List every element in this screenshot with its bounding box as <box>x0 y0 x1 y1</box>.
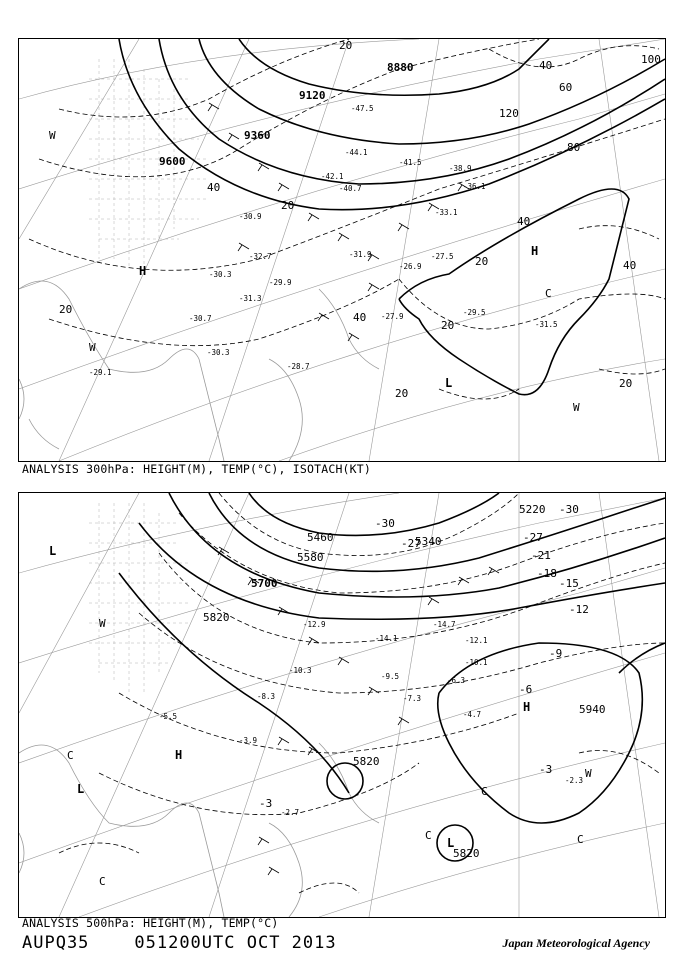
height-label: 9120 <box>299 89 326 102</box>
height-label: 5820 <box>203 611 230 624</box>
chart-identifier <box>22 933 337 953</box>
temperature-label: -30.9 <box>239 212 262 221</box>
temperature-label: -5.5 <box>159 712 178 721</box>
temperature-label: -38.9 <box>449 164 472 173</box>
isotherm-label: -18 <box>537 567 557 580</box>
temperature-label: -7.3 <box>403 694 422 703</box>
temperature-label: -9.5 <box>381 672 400 681</box>
isotach-label: 120 <box>499 107 519 120</box>
chart-code: AUPQ35 <box>22 933 90 953</box>
warm-region-label: W <box>585 767 592 780</box>
isotach-label: 20 <box>395 387 409 400</box>
agency-name: Japan Meteorological Agency <box>502 936 650 950</box>
temperature-label: -33.1 <box>435 208 458 217</box>
map-300hpa-canvas <box>19 39 665 461</box>
isotach-label: 40 <box>517 215 531 228</box>
temperature-label: -27.5 <box>431 252 454 261</box>
high-pressure-label: H <box>523 700 531 714</box>
temperature-label: -6.3 <box>447 676 466 685</box>
isotherm-label: -3 <box>259 797 273 810</box>
isotherm-label: -30 <box>375 517 395 530</box>
isotach-label: 40 <box>353 311 367 324</box>
temperature-label: -47.5 <box>351 104 374 113</box>
cold-region-label: C <box>99 875 106 888</box>
latlon-grid <box>19 39 665 461</box>
isotach-label: 80 <box>567 141 581 154</box>
isotherms <box>59 493 665 893</box>
height-label: 8880 <box>387 61 414 74</box>
isotach-label: 20 <box>475 255 489 268</box>
hatched-area <box>89 59 209 269</box>
warm-region-label: W <box>99 617 106 630</box>
chart-valid-time: 051200UTC OCT 2013 <box>134 933 337 953</box>
isotherm-label: -9 <box>549 647 563 660</box>
temperature-label: -4.7 <box>463 710 482 719</box>
isotach-label: 40 <box>623 259 637 272</box>
temperature-label: -10.1 <box>465 658 488 667</box>
height-contours <box>119 39 665 395</box>
temperature-label: -29.1 <box>89 368 112 377</box>
height-label: 5700 <box>251 577 278 590</box>
isotach-label: 20 <box>441 319 455 332</box>
temperature-label: -10.3 <box>289 666 312 675</box>
temperature-label: -14.7 <box>433 620 456 629</box>
cold-region-label: C <box>481 785 488 798</box>
height-label: 5460 <box>307 531 334 544</box>
caption-500hpa: ANALYSIS 500hPa: HEIGHT(M), TEMP(°C) <box>22 916 279 930</box>
temperature-label: -29.5 <box>463 308 486 317</box>
isotach-label: 100 <box>641 53 661 66</box>
temperature-label: -27.9 <box>381 312 404 321</box>
map-300hpa <box>18 38 666 462</box>
temperature-label: -32.7 <box>249 252 272 261</box>
cold-region-label: C <box>425 829 432 842</box>
low-pressure-label: L <box>445 376 453 390</box>
temperature-label: -44.1 <box>345 148 368 157</box>
temperature-label: -2.7 <box>281 808 300 817</box>
warm-region-label: W <box>573 401 580 414</box>
isotherm-label: -15 <box>559 577 579 590</box>
high-pressure-label: H <box>531 244 539 258</box>
temperature-label: -30.7 <box>189 314 212 323</box>
coastline <box>19 743 379 917</box>
height-label: 5340 <box>415 535 442 548</box>
caption-300hpa: ANALYSIS 300hPa: HEIGHT(M), TEMP(°C), ISOTACH(KT) <box>22 462 372 476</box>
temperature-label: -26.9 <box>399 262 422 271</box>
height-label: 9360 <box>244 129 271 142</box>
temperature-label: -28.7 <box>287 362 310 371</box>
warm-region-label: W <box>89 341 96 354</box>
map-500hpa-canvas <box>19 493 665 917</box>
temperature-label: -3.9 <box>239 736 258 745</box>
temperature-label: -36.1 <box>463 182 486 191</box>
height-label: 5580 <box>297 551 324 564</box>
cold-region-label: C <box>67 749 74 762</box>
low-pressure-label: L <box>77 782 85 796</box>
height-label: 9600 <box>159 155 186 168</box>
isotach-label: 40 <box>207 181 221 194</box>
isotherm-label: -21 <box>531 549 551 562</box>
temperature-label: -30.3 <box>207 348 230 357</box>
temperature-label: -12.9 <box>303 620 326 629</box>
high-pressure-label: H <box>139 264 147 278</box>
warm-region-label: W <box>49 129 56 142</box>
isotherm-label: -27 <box>523 531 543 544</box>
isotach-label: 60 <box>559 81 573 94</box>
temperature-label: -30.3 <box>209 270 232 279</box>
temperature-label: -31.9 <box>349 250 372 259</box>
temperature-label: -29.9 <box>269 278 292 287</box>
isotherm-label: -27 <box>401 537 421 550</box>
coastline <box>19 281 379 461</box>
temperature-label: -12.1 <box>465 636 488 645</box>
height-label: 5820 <box>353 755 380 768</box>
temperature-label: -8.3 <box>257 692 276 701</box>
height-label: 5220 <box>519 503 546 516</box>
temperature-label: -31.3 <box>239 294 262 303</box>
isotach-label: 40 <box>539 59 553 72</box>
cold-region-label: C <box>545 287 552 300</box>
temperature-label: -14.1 <box>375 634 398 643</box>
low-pressure-label: L <box>49 544 57 558</box>
temperature-label: -31.5 <box>535 320 558 329</box>
height-label: 5940 <box>579 703 606 716</box>
latlon-grid <box>19 493 665 917</box>
map-500hpa <box>18 492 666 918</box>
isotach-label: 20 <box>59 303 73 316</box>
isotherm-label: -3 <box>539 763 553 776</box>
isotach-label: 20 <box>281 199 295 212</box>
isotherm-label: -6 <box>519 683 533 696</box>
high-pressure-label: H <box>175 748 183 762</box>
temperature-label: -40.7 <box>339 184 362 193</box>
temperature-label: -41.5 <box>399 158 422 167</box>
isotach-label: 20 <box>339 39 353 52</box>
low-pressure-label: L <box>447 836 455 850</box>
isotherm-label: -30 <box>559 503 579 516</box>
temperature-label: -2.3 <box>565 776 584 785</box>
isotherm-label: -12 <box>569 603 589 616</box>
isotach-label: 20 <box>619 377 633 390</box>
temperature-label: -42.1 <box>321 172 344 181</box>
height-label: 5820 <box>453 847 480 860</box>
cold-region-label: C <box>577 833 584 846</box>
